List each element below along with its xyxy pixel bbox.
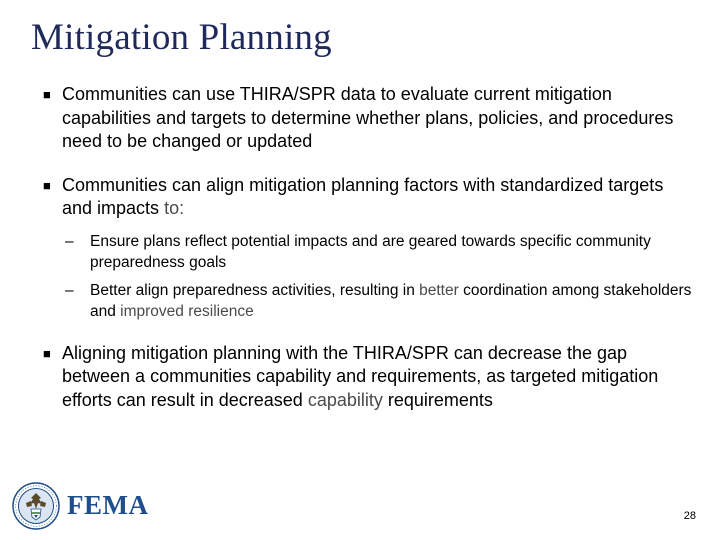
bullet-text: requirements: [382, 389, 493, 410]
bullet-item: [43, 83, 693, 154]
page-number: 28: [683, 510, 696, 522]
bullet-text: Communities can use THIRA/SPR data to evaluate current mitigation capabilities and targets to determine whether plans, policies, and procedures need to be changed or updated: [62, 84, 674, 151]
fema-logo: [12, 482, 152, 530]
fema-wordmark: FEMA: [67, 490, 149, 520]
sub-bullet-text: coordination among stakeholders and: [90, 281, 692, 320]
sub-bullet-text-emphasis: better: [419, 281, 459, 299]
dash-bullet-icon: –: [65, 281, 74, 299]
square-bullet-icon: ■: [43, 177, 51, 193]
bullet-text-emphasis: capability: [307, 389, 383, 410]
bullet-item: [43, 174, 693, 322]
square-bullet-icon: ■: [43, 345, 51, 361]
bullet-text: Aligning mitigation planning with the THIRA/SPR can decrease the gap between a communities capability and requirements, as targeted mitigation efforts can result in decreased: [62, 342, 659, 410]
sub-bullet-text-emphasis: improved resilience: [120, 302, 254, 320]
slide-title: Mitigation Planning: [31, 17, 332, 58]
bullet-text-emphasis: to:: [164, 198, 185, 218]
sub-bullet-item: [65, 280, 693, 322]
sub-bullet-list: [65, 231, 693, 322]
bullet-list: [43, 83, 693, 432]
sub-bullet-text: Ensure plans reflect potential impacts and are geared towards specific community preparedness goals: [90, 232, 651, 271]
bullet-text: Communities can align mitigation planning factors with standardized targets and impacts: [62, 174, 664, 218]
bullet-item: [43, 342, 693, 413]
square-bullet-icon: ■: [43, 87, 51, 102]
dash-bullet-icon: –: [65, 232, 74, 250]
dhs-seal-icon: [12, 482, 60, 530]
sub-bullet-text: Better align preparedness activities, resulting in: [90, 281, 420, 299]
sub-bullet-item: [65, 231, 693, 273]
